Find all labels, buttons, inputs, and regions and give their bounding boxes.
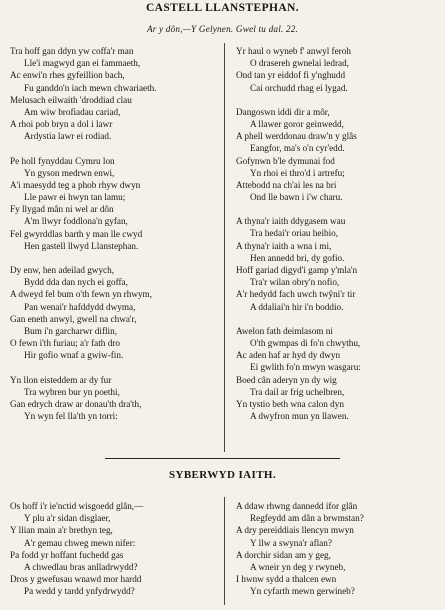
poem-title: CASTELL LLANSTEPHAN.: [145, 2, 300, 14]
verse-line: Awelon fath deimlasom ni: [236, 325, 333, 336]
poem1-right-column: [236, 45, 441, 434]
verse-line: Ardystia lawr ei rodiad.: [24, 131, 112, 142]
verse-line: A ddaliai'n hir i'n boddio.: [250, 301, 344, 312]
verse-line: Pa wedd y tardd ynfydrwydd?: [24, 586, 135, 597]
verse-line: Yn tystio beth wna calon dyn: [236, 398, 344, 409]
section-title: SYBERWYD IAITH.: [168, 469, 277, 481]
verse-line: Gofynwn b'le dymunai fod: [236, 155, 335, 166]
verse-line: A dorchir sidan am y geg,: [236, 549, 331, 560]
column-divider: [224, 497, 225, 605]
verse-line: Gan eneth anwyl, gwell na chwa'r,: [10, 313, 137, 324]
verse-line: Tra wybren bur yn poethi,: [24, 386, 120, 397]
verse-line: A'r hedydd fach uwch twŷni'r tir: [236, 289, 356, 300]
verse-line: A chwedlau bras anlladrwydd?: [24, 561, 138, 572]
verse-line: A phell werddonau draw'n y glâs: [236, 131, 357, 142]
verse-line: A dweyd fel bum o'th fewn yn rhwym,: [10, 289, 152, 300]
verse-line: Bydd dda dan nych ei goffa,: [24, 277, 128, 288]
verse-line: Ac enwi'n rhes gyfeillion bach,: [10, 70, 125, 81]
verse-line: Fu ganddo'n iach mewn chwariaeth.: [24, 82, 157, 93]
stanza: [10, 500, 215, 598]
verse-line: Boed cân aderyn yn dy wig: [236, 374, 337, 385]
poem2-left-column: [10, 500, 215, 610]
verse-line: Attebodd na ch'ai les na bri: [236, 179, 337, 190]
verse-line: Ac aden haf ar hyd dy dwyn: [236, 350, 341, 361]
verse-line: Tra hedai'r oriau heibio,: [250, 228, 339, 239]
verse-line: O'th gwmpas di fo'n chwythu,: [250, 337, 361, 348]
verse-line: Ei gwlith fo'n mwyn wasgaru:: [250, 362, 361, 373]
verse-line: A wneir yn deg y rwyneb,: [250, 561, 346, 572]
verse-line: Tra'r wilan obry'n nofio,: [250, 277, 340, 288]
verse-line: Y llian main a'r brethyn teg,: [10, 525, 113, 536]
section-divider: [105, 458, 340, 459]
verse-line: Yn wyn fel lla'th yn torri:: [24, 411, 118, 422]
verse-line: Regfeydd am dân a brwmstan?: [250, 513, 364, 524]
column-divider: [224, 43, 225, 452]
verse-line: Lle pawr ei hwyn tan lamu;: [24, 192, 126, 203]
verse-line: A llawer goror geinwedd,: [250, 118, 344, 129]
verse-line: A thyna'r iaith ddygasem wau: [236, 216, 346, 227]
verse-line: A'i maesydd teg a phob rhyw dwyn: [10, 179, 141, 190]
verse-line: Fel gwyrddlas barth y man lle cwyd: [10, 228, 143, 239]
verse-line: Hen annedd bri, dy gofio.: [250, 252, 345, 263]
verse-line: Tra hoff gan ddyn yw coffa'r man: [10, 46, 134, 56]
verse-line: Pe holl fynyddau Cymru lon: [10, 155, 115, 166]
verse-line: Yr haul o wyneb f' anwyl feroh: [236, 46, 351, 56]
verse-line: Yn rhoi ei thro'd i artrefu;: [250, 167, 345, 178]
verse-line: Melusach eilwaith 'droddiad clau: [10, 94, 132, 105]
poem2-right-column: [236, 500, 441, 610]
verse-line: Yn gyson medrwn enwi,: [24, 167, 115, 178]
stanza: [236, 45, 441, 94]
verse-line: Tra dail ar frig uchelbren,: [250, 386, 345, 397]
verse-line: Pa fodd yr hoffant fuchedd gas: [10, 549, 124, 560]
verse-line: A dwyfron mun yn llawen.: [250, 411, 349, 422]
verse-line: Am wiw brofiadau cariad,: [24, 106, 121, 117]
verse-line: Os hoff i'r ie'nctid wisgoedd glân,—: [10, 501, 144, 511]
verse-line: Gan edrych draw ar donau'th dra'th,: [10, 398, 142, 409]
verse-line: Eangfor, ma's o'n cyr'edd.: [250, 143, 345, 154]
verse-line: A'm llwyr foddlona'n gyfan,: [24, 216, 128, 227]
verse-line: Ond tan yr eiddof fi y'nghudd: [236, 70, 346, 81]
verse-line: Yn llon eisteddem ar dy fur: [10, 374, 112, 385]
stanza: [10, 155, 215, 253]
verse-line: Hoff gariad digyd'i gamp y'mla'n: [236, 265, 358, 275]
verse-line: O fewn i'th furiau; a'r fath dro: [10, 338, 120, 349]
verse-line: Y llw a swyna'r aflan?: [250, 537, 332, 548]
stanza: [10, 264, 215, 362]
stanza: [10, 374, 215, 423]
stanza: [236, 106, 441, 204]
verse-line: A thyna'r iaith a wna i mi,: [236, 240, 332, 251]
verse-line: Pan wenai'r hafddydd dwyma,: [24, 301, 136, 312]
verse-line: A rhoi pob bryn a dol i lawr: [10, 119, 113, 130]
verse-line: A'r gemau chweg mewn nifer:: [24, 537, 136, 548]
verse-line: Hen gastell llwyd Llanstephan.: [24, 240, 139, 251]
verse-line: Yn cyfarth mewn gerwineb?: [250, 586, 355, 597]
verse-line: Cai orchudd rhag ei lygad.: [250, 82, 348, 93]
verse-line: Dros y gwefusau wnawd mor hardd: [10, 574, 142, 585]
verse-line: Dangoswn iddi dir a môr,: [236, 106, 330, 117]
poem1-left-column: [10, 45, 215, 434]
verse-line: I hwnw sydd a thalcen ewn: [236, 574, 337, 585]
verse-line: Bum i'n garcharwr diflin,: [24, 325, 117, 336]
verse-line: A dry pereiddiais llencyn mwyn: [236, 525, 354, 536]
verse-line: Fy llygad mân ni wel ar dôn: [10, 204, 114, 215]
verse-line: Ond lle bawn i i'w charu.: [250, 192, 343, 203]
verse-line: A ddaw rhwng dannedd ifor glân: [236, 501, 358, 511]
verse-line: Lle'i magwyd gan ei fammaeth,: [24, 58, 141, 69]
verse-line: Hir gofio wnaf a gwiw-fin.: [24, 350, 124, 361]
verse-line: O drasereh gwnelai ledrad,: [250, 58, 349, 69]
stanza: [236, 325, 441, 423]
stanza: [10, 45, 215, 143]
stanza: [236, 500, 441, 598]
verse-line: Y plu a'r sidan disglaer,: [24, 513, 111, 524]
verse-line: Dy enw, hen adeilad gwych,: [10, 265, 115, 275]
poem-subtitle: Ar y dôn,—Y Gelynen. Gwel tu dal. 22.: [146, 24, 299, 34]
stanza: [236, 215, 441, 313]
